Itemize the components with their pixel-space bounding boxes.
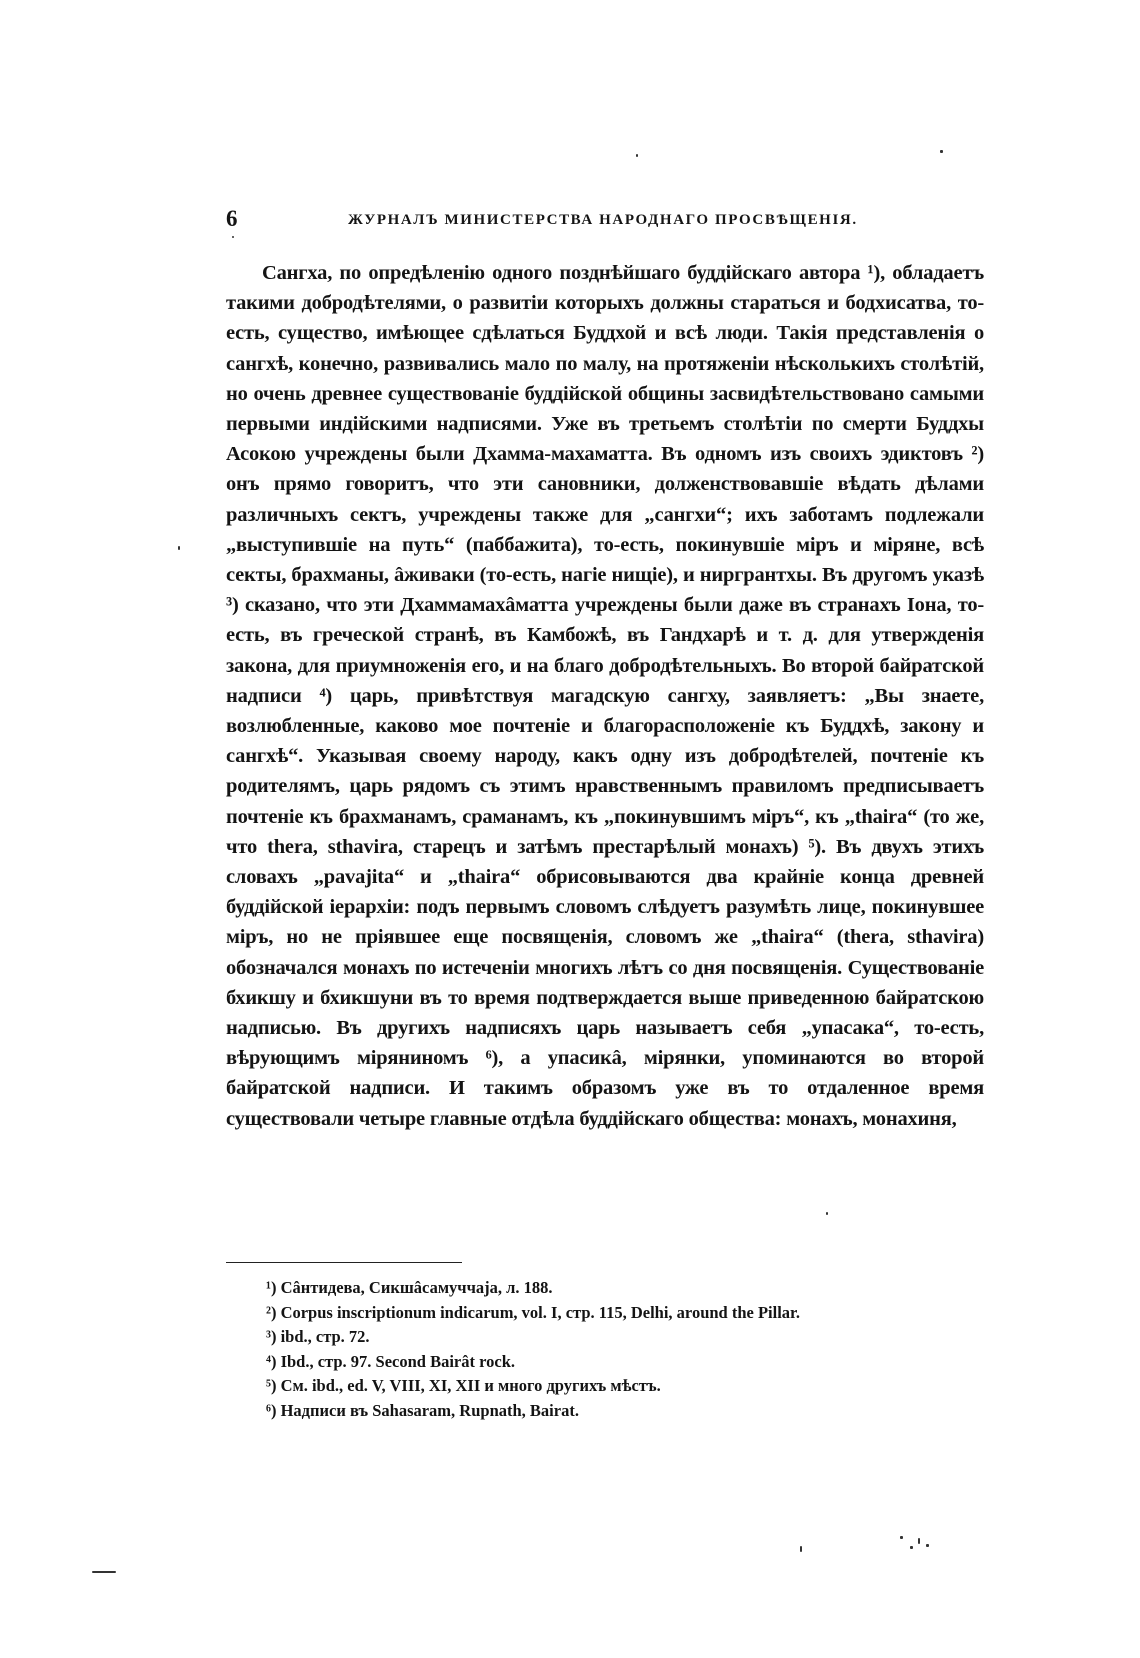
footnote-5: ⁵) См. ibd., ed. V, VIII, XI, XII и много другихъ мѣстъ. bbox=[266, 1376, 661, 1396]
footnote-4: ⁴) Ibd., стр. 97. Second Bairât rock. bbox=[266, 1351, 516, 1371]
page-number: 6 bbox=[226, 206, 238, 231]
footnote-1: ¹) Сâнтидева, Сикшâсамуччаја, л. 188. bbox=[266, 1278, 553, 1297]
footnote-divider bbox=[226, 1262, 462, 1263]
scan-speck bbox=[826, 1212, 828, 1215]
scan-speck bbox=[910, 1546, 913, 1549]
scan-speck bbox=[926, 1544, 929, 1547]
page-header bbox=[226, 206, 984, 238]
scan-speck bbox=[900, 1536, 903, 1539]
scan-speck bbox=[178, 546, 180, 550]
scan-speck bbox=[92, 1571, 116, 1573]
footnote-6: ⁶) Надписи въ Sahasaram, Rupnath, Bairat. bbox=[266, 1400, 579, 1420]
scan-speck bbox=[918, 1538, 920, 1544]
footnote-3: ³) ibd., стр. 72. bbox=[266, 1327, 370, 1347]
scan-speck bbox=[940, 150, 943, 153]
footnote-2: ²) Corpus inscriptionum indicarum, vol. I, стр. 115, Delhi, around the Pillar. bbox=[266, 1302, 800, 1322]
body-paragraph: Сангха, по опредѣленію одного позднѣйшаго буддійскаго автора ¹), обладаетъ такими добродѣтелями, о развитіи которыхъ должны стараться и бодхисатва, то-есть, существо, имѣющее сдѣлаться Буддхой и всѣ люди. Такія представленія о сангхѣ, конечно, развивались мало по малу, на протяженіи нѣсколькихъ столѣтій, но очень древнее существованіе буддійской общины засвидѣтельствовано самыми первыми индійскими надписями. Уже въ третьемъ столѣтіи по смерти Буддхы Асокою учреждены были Дхамма-махаматта. Въ одномъ изъ своихъ эдиктовъ ²) онъ прямо говоритъ, что эти сановники, долженствовавшіе вѣдать дѣлами различныхъ сектъ, учреждены также для „сангхи“; ихъ заботамъ подлежали „выступившіе на путь“ (паббажита), то-есть, покинувшіе міръ и міряне, всѣ секты, брахманы, âживаки (то-есть, нагіе нищіе), и ниргрантхы. Въ другомъ указѣ ³) сказано, что эти Дхаммамахâматта учреждены были даже въ странахъ Іона, то-есть, въ греческой странѣ, въ Камбожѣ, въ Гандхарѣ и т. д. для утвержденія закона, для приумноженія его, и на благо добродѣтельныхъ. Во второй байратской надписи ⁴) царь, привѣтствуя магадскую сангху, заявляетъ: „Вы знаете, возлюбленные, каково мое почтеніе и благорасположеніе къ Буддхѣ, закону и сангхѣ“. Указывая своему народу, какъ одну изъ добродѣтелей, почтеніе къ родителямъ, царь рядомъ съ этимъ нравственнымъ правиломъ предписываетъ почтеніе къ брахманамъ, сраманамъ, къ „покинувшимъ міръ“, къ „thaira“ (то же, что thera, sthavira, старецъ и затѣмъ престарѣлый монахъ) ⁵). Въ двухъ этихъ словахъ „pavajita“ и „thaira“ обрисовываются два крайніе конца древней буддійской іерархіи: подъ первымъ словомъ слѣдуетъ разумѣть лице, покинувшее міръ, но не пріявшее еще посвященія, словомъ же „thaira“ (thera, sthavira) обозначался монахъ по истеченіи многихъ лѣтъ со дня посвященія. Существованіе бхикшу и бхикшуни въ то время подтверждается выше приведенною байратскою надписью. Въ другихъ надписяхъ царь называетъ себя „упасака“, то-есть, вѣрующимъ міряниномъ ⁶), а упасикâ, мірянки, упоминаются во второй байратской надписи. И такимъ образомъ уже въ то отдаленное время существовали четыре главные отдѣла буддійскаго общества: монахъ, монахиня, bbox=[226, 262, 984, 1130]
scan-speck bbox=[800, 1546, 802, 1552]
running-head: ЖУРНАЛЪ МИНИСТЕРСТВА НАРОДНАГО ПРОСВѢЩЕНІЯ. bbox=[348, 212, 858, 228]
scan-speck bbox=[636, 154, 638, 157]
footnotes-list bbox=[266, 1276, 986, 1424]
scan-speck bbox=[232, 236, 234, 238]
